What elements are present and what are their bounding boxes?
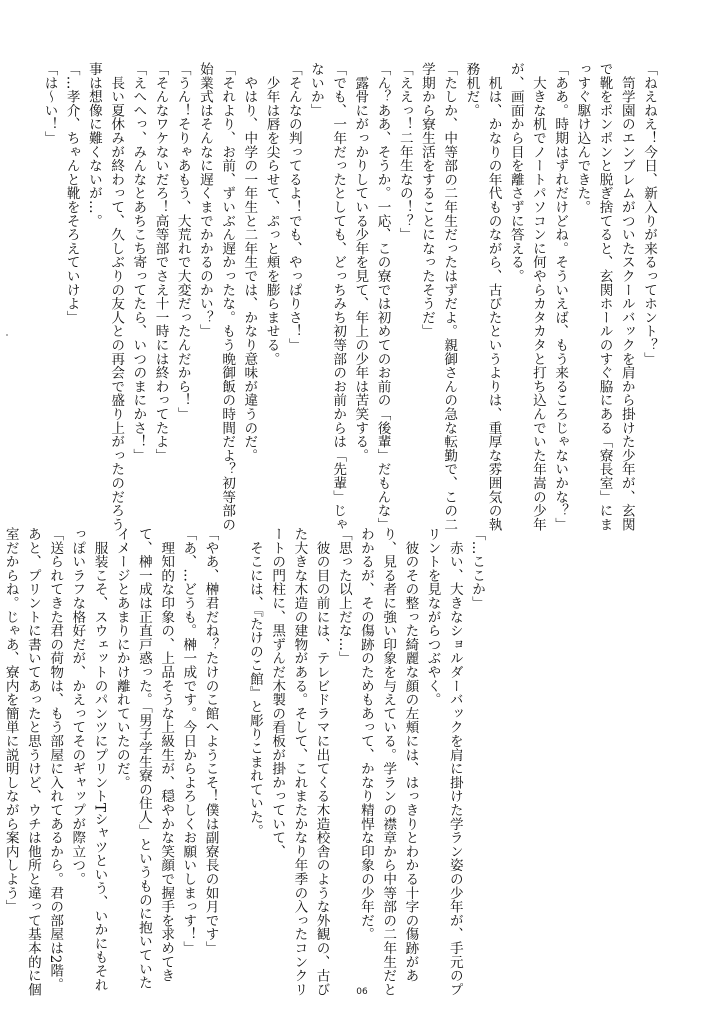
text-line: 「あ、…どうも。榊一成です。今日からよろしくお願いしまっす！」 [180,527,197,955]
text-line: やはり、中学の一年生と二年生では、かなり意味が違うのだ。 [241,62,258,463]
text-line: 室だからね。じゃあ、寮内を簡単に説明しながら案内しよう」 [2,527,19,914]
text-line: で靴をポンポンと脱ぎ捨てると、玄関ホールのすぐ脇にある「寮長室」にま [596,62,613,532]
text-line: 「たしか、中等部の二年生だったはずだよ。親御さんの急な転勤で、この二 [441,62,458,532]
text-line [222,527,244,972]
text-line: 「…ここか」 [469,527,485,610]
text-line: あと、プリントに書いてあったと思うけど、ウチは他所と違って基本的に個 [24,527,41,997]
text-line: 「思った以上だな…」 [335,527,352,665]
text-line: 机は、かなりの年代ものながら、古びたというよりは、重厚な雰囲気の執 [485,62,502,532]
text-line: り、見る者に強い印象を与えている。学ランの襟章から中等部の二年生だと [380,527,397,997]
text-line: 「…孝介、ちゃんと靴をそろえていけよ」 [63,62,80,325]
text-line: 「ん？ああ、そうか。一応、この寮では初めてのお前の「後輩」だもんな」 [374,62,391,532]
text-line: 彼のその整った綺麗な顔の左頬には、はっきりとわかる十字の傷跡があ [402,527,419,983]
text-line: わかるが、その傷跡のためもあって、かなり精悍な印象の少年だ。 [357,527,374,941]
text-line: 「そんなワケないだろ！高等部でさえ十一時には終わってたよ」 [152,62,169,463]
text-line: っすぐ駆け込んできた。 [574,62,591,214]
text-line: ートの門柱に、黒ずんだ木製の看板が掛かっていて、 [269,527,286,859]
text-line: 赤い、大きなショルダーバックを肩に掛けた学ラン姿の少年が、手元のプ [446,527,463,997]
text-line: 長い夏休みが終わって、久しぶりの友人との再会で盛り上がったのだろう [108,62,125,532]
upper-text-block [41,62,660,532]
text-line: っぽいラフな格好だが、かえってそのギャップが際立つ。 [69,527,86,886]
text-line: 「うん！そりゃあもう、大荒れで大変だったんだから！」 [174,62,191,421]
text-line: 務机だ。 [463,62,480,118]
text-line: リントを見ながらつぶやく。 [424,527,441,707]
text-line: 「ああ。時期はずれだけどね。そういえば、もう来るころじゃないかな？」 [552,62,569,532]
page-number: 06 [356,987,368,997]
text-line: 事は想像に難くないが…。 [85,62,102,228]
text-line: 「えへへっ、みんなとあちこち寄ってたら、いつのまにかさ！」 [130,62,147,463]
text-line: て、榊一成は正直戸惑った。「男子学生寮の住人」というものに抱いていた [135,527,152,990]
text-line: 服装こそ、スウェットのパンツにプリントTシャツという、いかにもそれ [91,527,108,992]
text-line: 学期から寮生活をすることになったそうだ」 [418,62,435,338]
text-line: 少年は唇を尖らせて、ぷっと頬を膨らませる。 [263,62,280,366]
text-line: そこには、『たけのこ館』と彫りこまれていた。 [246,527,263,838]
text-line: 「そんなの判ってるよ！でも、やっぱりさ！」 [285,62,302,352]
text-line: た大きな木造の建物がある。そして、これまたかなり年季の入ったコンクリ [291,527,308,997]
text-line: 「送られてきた君の荷物は、もう部屋に入れてあるから。君の部屋は2階。 [47,527,64,992]
text-line: が、画面から目を離さずに答える。 [507,62,524,283]
text-line: 「ねえねえ！今日、新入りが来るってホント？」 [641,62,657,366]
text-line: 笥学園のエンブレムがついたスクールバックを肩から掛けた少年が、玄関 [618,62,635,532]
scan-speck [6,334,8,336]
text-line: ないか」 [307,62,324,118]
text-line: 彼の目の前には、テレビドラマに出てくる木造校舎のような外観の、古び [313,527,330,997]
text-line: 「でも、一年だったとしても、どっちみち初等部のお前からは「先輩」じゃ [330,62,347,532]
text-line: イメージとあまりにかけ離れていたのだ。 [113,527,130,790]
text-line: 大きな机でノートパソコンに何やらカタカタと打ち込んでいた年嵩の少年 [529,62,546,532]
text-line: 「は～い！」 [41,62,58,145]
text-line: 始業式はそんなに遅くまでかかるのかい？」 [196,62,213,338]
text-line: 「それより、お前、ずいぶん遅かったな。もう晩御飯の時間だよ？初等部の [219,62,236,532]
text-line: 「ええっ！二年生なの！？」 [396,62,413,242]
text-line: 露骨にがっかりしている少年を見て、年上の少年は苦笑する。 [352,62,369,463]
text-line: 理知的な印象の、上品そうな上級生が、穏やかな笑顔で握手を求めてき [158,527,175,983]
text-line: 「やあ、榊君だね？たけのこ館へようこそ！僕は副寮長の如月です」 [202,527,219,955]
